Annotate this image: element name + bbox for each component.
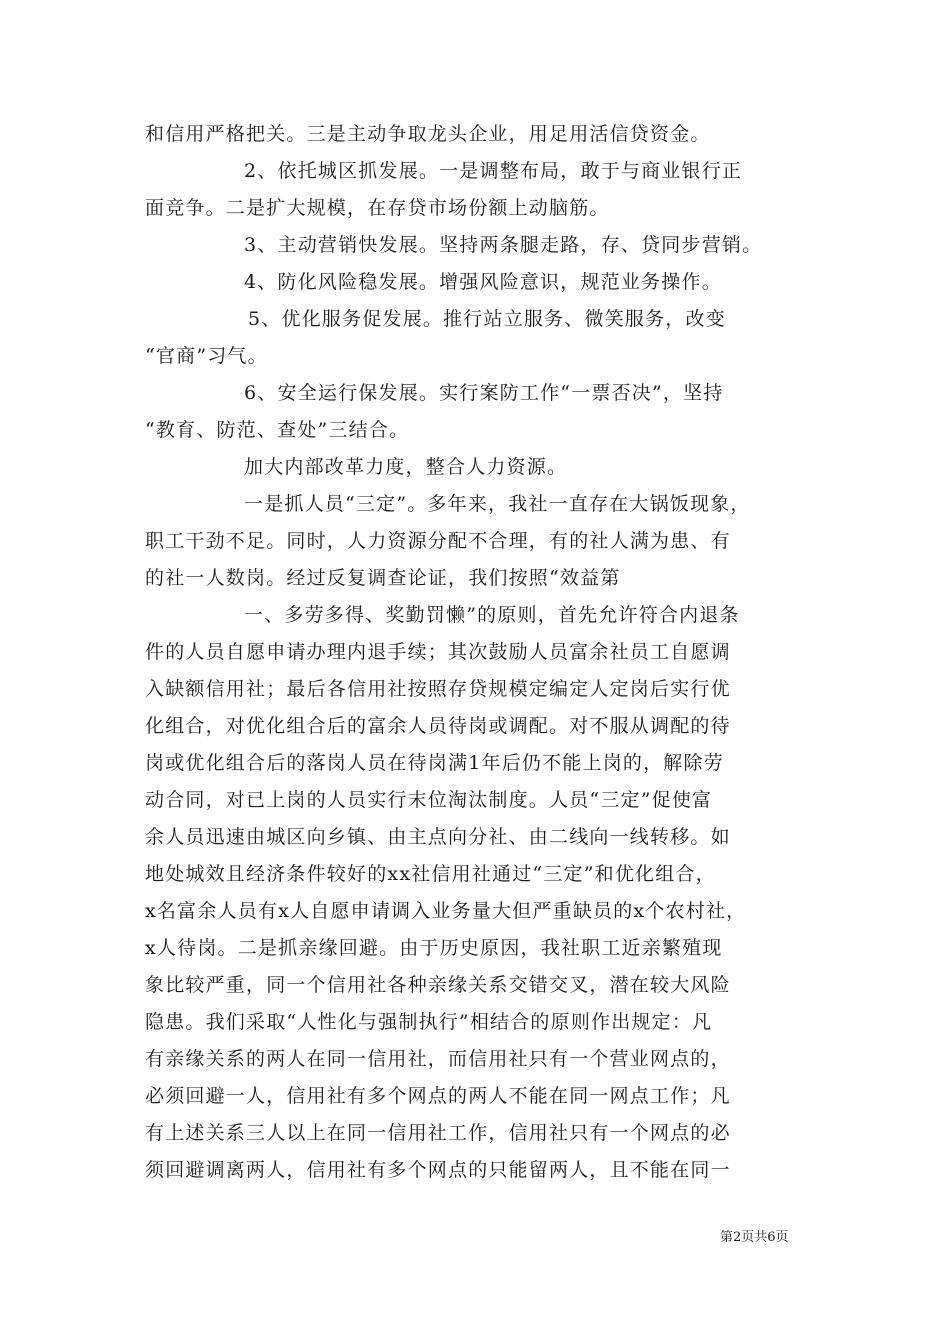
text-line: 有上述关系三人以上在同一信用社工作，信用社只有一个网点的必 bbox=[145, 1122, 731, 1144]
text-line: 一是抓人员“三定”。多年来，我社一直存在大锅饭现象， bbox=[244, 493, 751, 515]
text-line: x名富余人员有x人自愿申请调入业务量大但严重缺员的x个农村社， bbox=[145, 900, 747, 922]
text-line: 面竞争。二是扩大规模，在存贷市场份额上动脑筋。 bbox=[145, 197, 610, 219]
text-line: 岗或优化组合后的落岗人员在待岗满1年后仍不能上岗的，解除劳 bbox=[145, 752, 724, 774]
text-line: “教育、防范、查处”三结合。 bbox=[145, 419, 410, 441]
text-line: 的社一人数岗。经过反复调查论证，我们按照“效益第 bbox=[145, 567, 621, 589]
text-line: 必须回避一人，信用社有多个网点的两人不能在同一网点工作；凡 bbox=[145, 1085, 731, 1107]
text-line: 有亲缘关系的两人在同一信用社，而信用社只有一个营业网点的， bbox=[145, 1048, 731, 1070]
text-line: 3、主动营销快发展。坚持两条腿走路，存、贷同步营销。 bbox=[244, 234, 763, 256]
text-line: 象比较严重，同一个信用社各种亲缘关系交错交叉，潜在较大风险 bbox=[145, 974, 731, 996]
page-number: 第2页共6页 bbox=[720, 1230, 789, 1245]
text-line: 2、依托城区抓发展。一是调整布局，敢于与商业银行正 bbox=[244, 160, 743, 182]
text-line: 化组合，对优化组合后的富余人员待岗或调配。对不服从调配的待 bbox=[145, 715, 731, 737]
text-line: 5、优化服务促发展。推行站立服务、微笑服务，改变 bbox=[248, 308, 726, 330]
text-line: 职工干劲不足。同时，人力资源分配不合理，有的社人满为患、有 bbox=[145, 530, 731, 552]
text-line: 4、防化风险稳发展。增强风险意识，规范业务操作。 bbox=[244, 271, 722, 293]
text-line: 和信用严格把关。三是主动争取龙头企业，用足用活信贷资金。 bbox=[145, 123, 711, 145]
text-line: “官商”习气。 bbox=[145, 345, 268, 367]
text-line: 入缺额信用社；最后各信用社按照存贷规模定编定人定岗后实行优 bbox=[145, 678, 731, 700]
text-line: x人待岗。二是抓亲缘回避。由于历史原因，我社职工近亲繁殖现 bbox=[145, 937, 723, 959]
text-line: 隐患。我们采取“人性化与强制执行”相结合的原则作出规定：凡 bbox=[145, 1011, 713, 1033]
text-line: 须回避调离两人，信用社有多个网点的只能留两人，且不能在同一 bbox=[145, 1159, 731, 1181]
text-line: 地处城效且经济条件较好的xx社信用社通过“三定”和优化组合， bbox=[145, 863, 716, 885]
text-line: 加大内部改革力度，整合人力资源。 bbox=[244, 456, 568, 478]
text-line: 6、安全运行保发展。实行案防工作“一票否决”，坚持 bbox=[244, 382, 724, 404]
text-line: 余人员迅速由城区向乡镇、由主点向分社、由二线向一线转移。如 bbox=[145, 826, 731, 848]
text-line: 动合同，对已上岗的人员实行末位淘汰制度。人员“三定”促使富 bbox=[145, 789, 713, 811]
text-line: 一、多劳多得、奖勤罚懒”的原则，首先允许符合内退条 bbox=[244, 604, 740, 626]
text-line: 件的人员自愿申请办理内退手续；其次鼓励人员富余社员工自愿调 bbox=[145, 641, 731, 663]
